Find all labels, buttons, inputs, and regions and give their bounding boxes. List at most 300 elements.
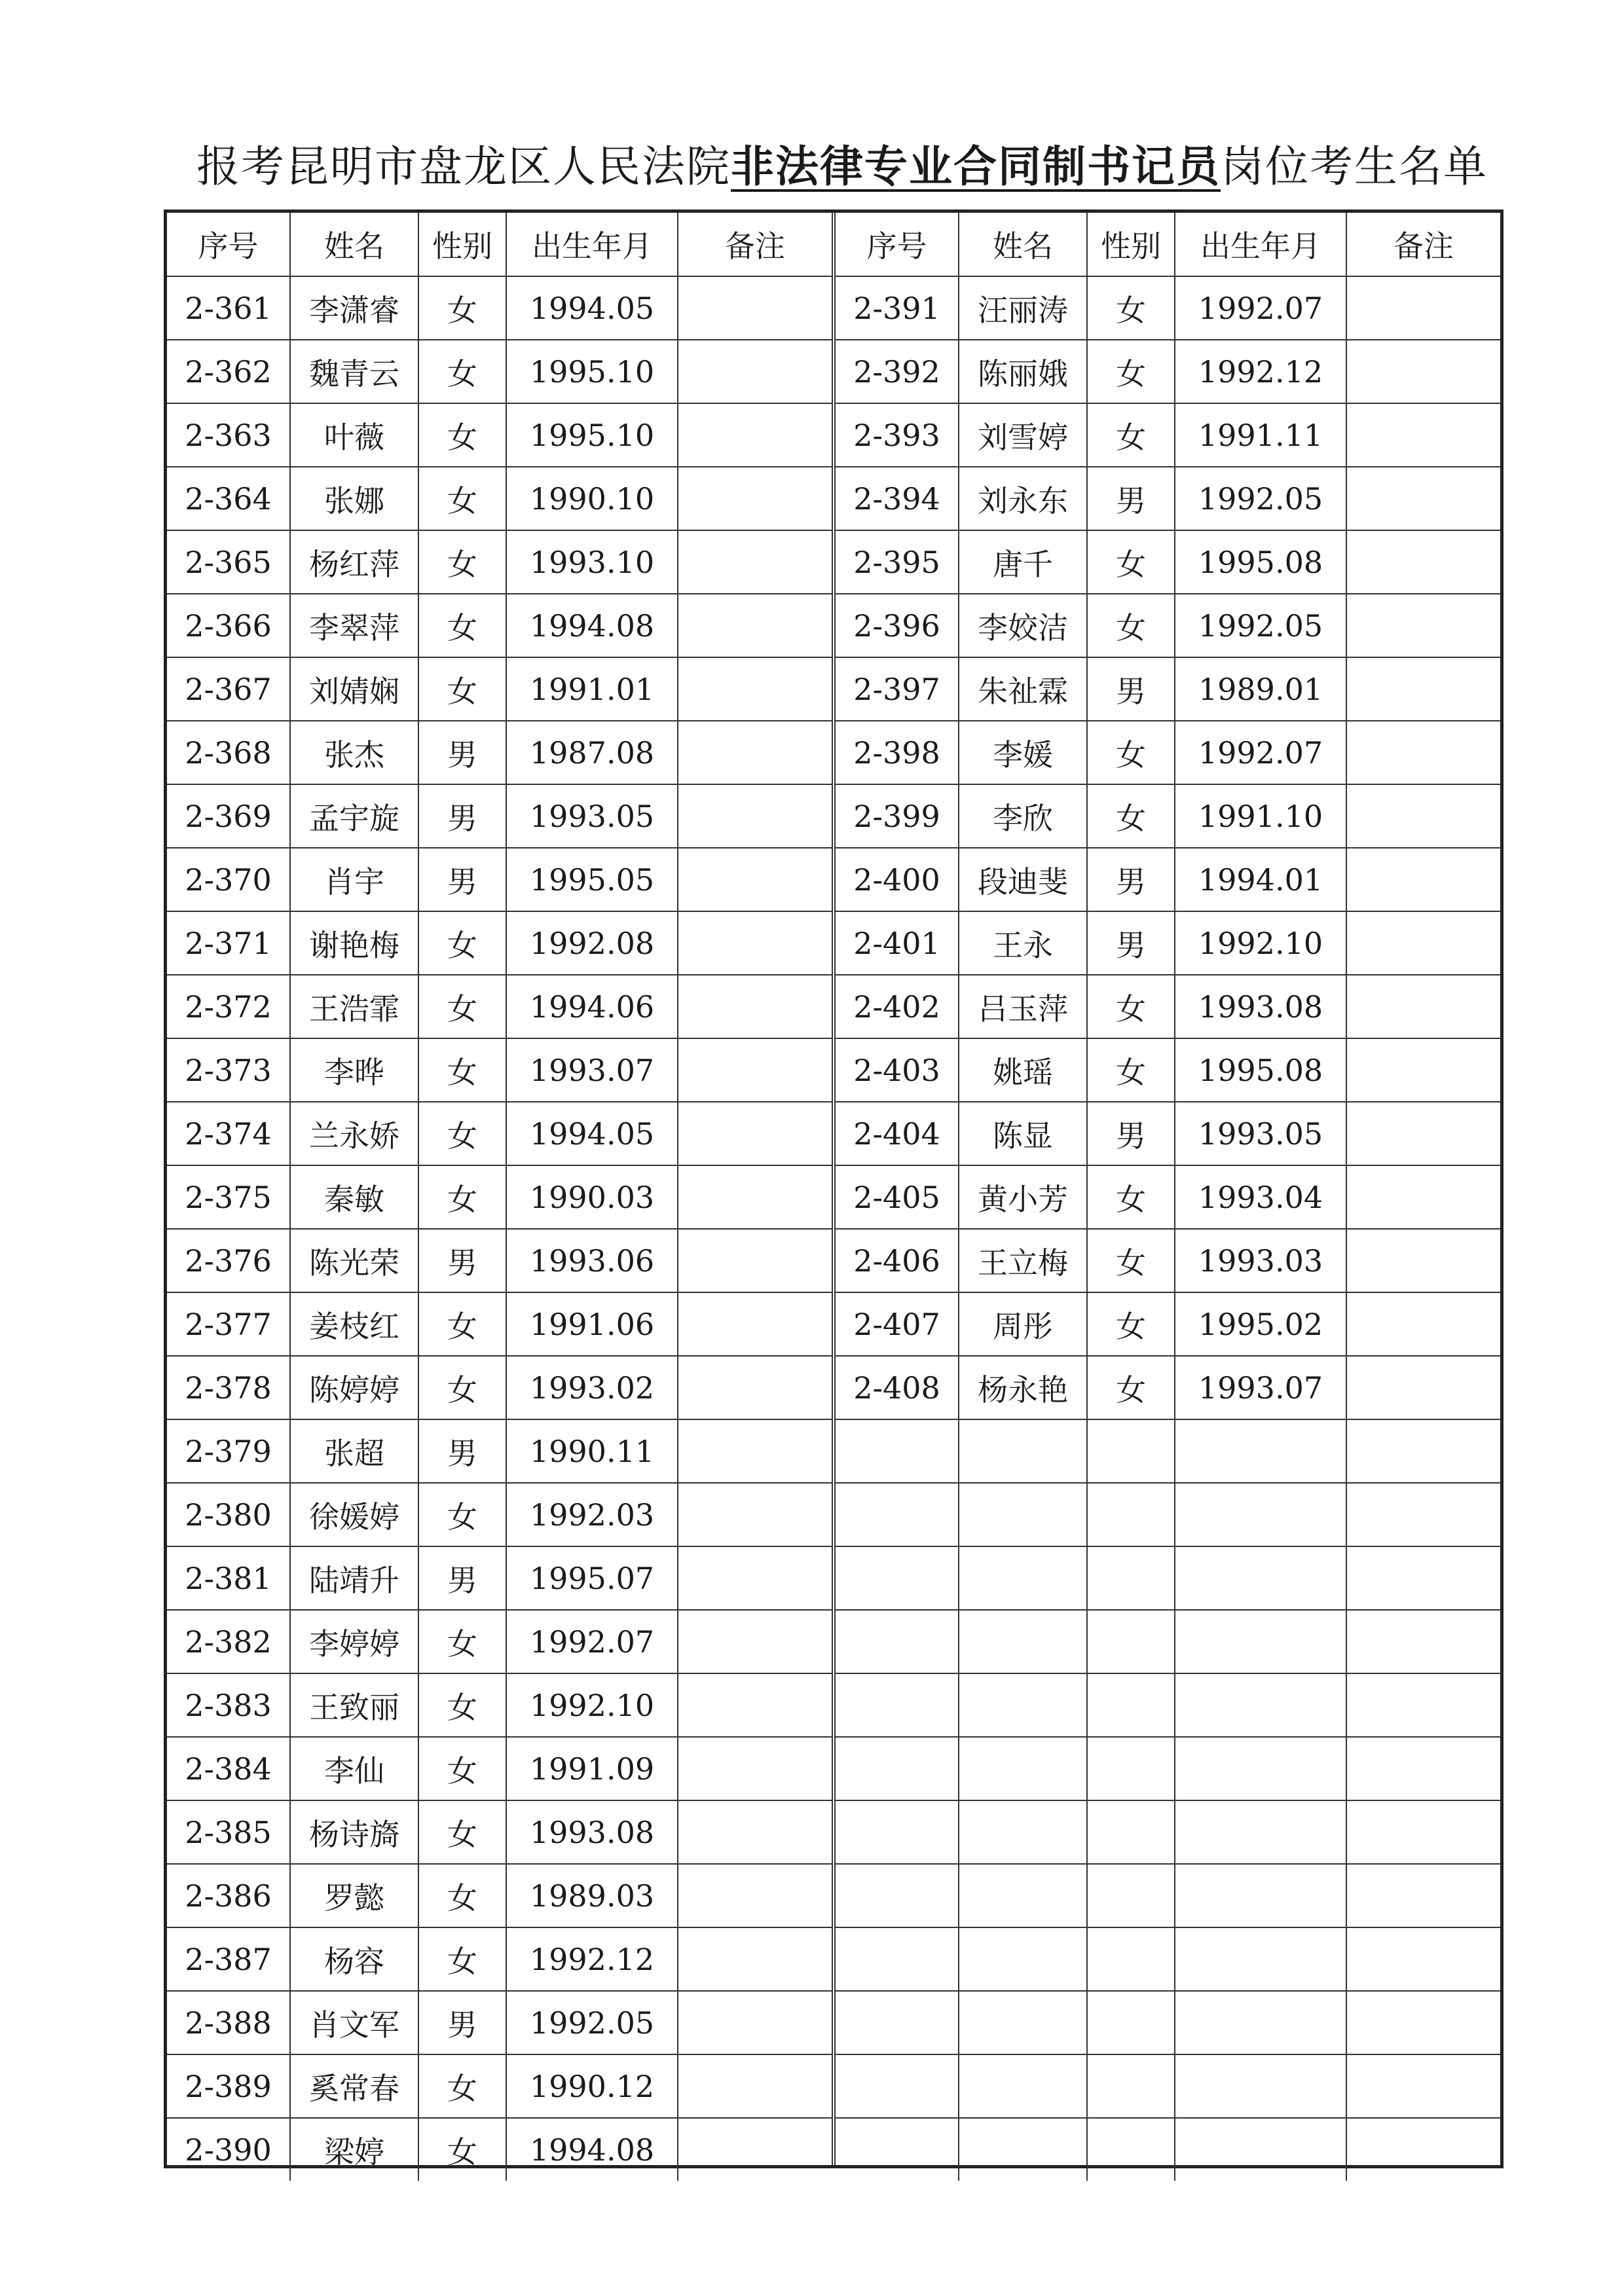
table-row (167, 848, 832, 911)
cell-no: 2-385 (167, 1800, 290, 1864)
cell-birth: 1995.10 (506, 340, 678, 403)
cell-remark (678, 911, 832, 975)
cell-remark (1346, 721, 1500, 784)
cell-birth: 1990.03 (506, 1165, 678, 1229)
header-birth: 出生年月 (506, 213, 678, 276)
header-remark: 备注 (678, 213, 832, 276)
cell-birth: 1991.01 (506, 657, 678, 721)
cell-remark (1346, 911, 1500, 975)
cell-birth: 1992.10 (506, 1673, 678, 1737)
table-row (167, 1038, 832, 1102)
cell-remark (1346, 467, 1500, 530)
cell-birth: 1992.05 (1175, 594, 1346, 657)
header-name: 姓名 (290, 213, 418, 276)
header-remark: 备注 (1346, 213, 1500, 276)
left-table-body (167, 276, 832, 2181)
cell-birth: 1993.08 (1175, 975, 1346, 1038)
cell-sex: 女 (418, 1864, 506, 1927)
cell-sex: 男 (1087, 657, 1175, 721)
table-row (836, 403, 1500, 467)
cell-no: 2-400 (836, 848, 959, 911)
cell-no: 2-391 (836, 276, 959, 340)
cell-birth: 1991.11 (1175, 403, 1346, 467)
cell-sex: 女 (418, 530, 506, 594)
table-row (836, 467, 1500, 530)
table-row (836, 1356, 1500, 1419)
cell-remark (1346, 1673, 1500, 1737)
cell-remark (678, 1229, 832, 1292)
header-row (836, 213, 1500, 276)
table-row (167, 276, 832, 340)
cell-no: 2-370 (167, 848, 290, 911)
table-row (836, 1102, 1500, 1165)
cell-sex: 女 (418, 1737, 506, 1800)
cell-sex: 女 (1087, 276, 1175, 340)
cell-sex: 男 (1087, 1102, 1175, 1165)
cell-birth: 1995.10 (506, 403, 678, 467)
cell-no: 2-398 (836, 721, 959, 784)
cell-name: 唐千 (959, 530, 1087, 594)
cell-name: 陈显 (959, 1102, 1087, 1165)
cell-remark (678, 1483, 832, 1546)
cell-name: 李媛 (959, 721, 1087, 784)
cell-name: 肖宇 (290, 848, 418, 911)
cell-sex: 女 (418, 2118, 506, 2181)
title-suffix: 岗位考生名单 (1221, 141, 1488, 192)
table-row (836, 340, 1500, 403)
cell-remark (678, 2054, 832, 2118)
cell-no: 2-374 (167, 1102, 290, 1165)
cell-name: 谢艳梅 (290, 911, 418, 975)
cell-birth: 1991.06 (506, 1292, 678, 1356)
cell-remark (678, 657, 832, 721)
left-table (167, 213, 832, 2181)
cell-birth: 1995.08 (1175, 1038, 1346, 1102)
cell-birth: 1991.10 (1175, 784, 1346, 848)
table-row (836, 1229, 1500, 1292)
cell-sex (1087, 2054, 1175, 2118)
cell-sex (1087, 1927, 1175, 1991)
table-row (167, 1737, 832, 1800)
cell-remark (678, 1800, 832, 1864)
cell-sex: 女 (418, 1673, 506, 1737)
cell-no: 2-406 (836, 1229, 959, 1292)
cell-name (959, 2118, 1087, 2181)
cell-sex: 男 (418, 1991, 506, 2054)
cell-name: 陈光荣 (290, 1229, 418, 1292)
table-row (167, 1800, 832, 1864)
cell-no: 2-392 (836, 340, 959, 403)
header-sex: 性别 (1087, 213, 1175, 276)
cell-remark (678, 594, 832, 657)
cell-birth: 1993.05 (1175, 1102, 1346, 1165)
cell-name: 肖文军 (290, 1991, 418, 2054)
cell-sex: 女 (418, 1292, 506, 1356)
cell-remark (1346, 1165, 1500, 1229)
cell-remark (678, 1165, 832, 1229)
cell-remark (1346, 1800, 1500, 1864)
table-row (167, 340, 832, 403)
table-row (836, 530, 1500, 594)
cell-sex: 男 (1087, 467, 1175, 530)
table-row (167, 911, 832, 975)
table-row (167, 1927, 832, 1991)
cell-no: 2-384 (167, 1737, 290, 1800)
cell-sex (1087, 1673, 1175, 1737)
cell-remark (1346, 594, 1500, 657)
table-row (167, 975, 832, 1038)
cell-sex: 女 (1087, 784, 1175, 848)
table-row (836, 276, 1500, 340)
cell-name: 魏青云 (290, 340, 418, 403)
cell-birth: 1990.10 (506, 467, 678, 530)
cell-birth: 1992.08 (506, 911, 678, 975)
cell-no: 2-376 (167, 1229, 290, 1292)
cell-birth (1175, 1864, 1346, 1927)
cell-remark (1346, 1038, 1500, 1102)
cell-no: 2-371 (167, 911, 290, 975)
cell-sex (1087, 1483, 1175, 1546)
cell-sex (1087, 1610, 1175, 1673)
cell-no (836, 1927, 959, 1991)
cell-no: 2-379 (167, 1419, 290, 1483)
cell-remark (678, 784, 832, 848)
table-row (836, 911, 1500, 975)
cell-remark (1346, 1991, 1500, 2054)
table-row (836, 784, 1500, 848)
cell-birth: 1993.07 (506, 1038, 678, 1102)
header-no: 序号 (167, 213, 290, 276)
cell-no: 2-401 (836, 911, 959, 975)
cell-sex: 女 (1087, 530, 1175, 594)
cell-birth: 1995.08 (1175, 530, 1346, 594)
cell-name: 王永 (959, 911, 1087, 975)
cell-no: 2-386 (167, 1864, 290, 1927)
cell-birth: 1990.12 (506, 2054, 678, 2118)
cell-no: 2-378 (167, 1356, 290, 1419)
cell-no: 2-375 (167, 1165, 290, 1229)
table-row (836, 594, 1500, 657)
cell-remark (678, 1546, 832, 1610)
cell-name: 王浩霏 (290, 975, 418, 1038)
header-name: 姓名 (959, 213, 1087, 276)
cell-no: 2-373 (167, 1038, 290, 1102)
cell-name (959, 1483, 1087, 1546)
cell-no: 2-404 (836, 1102, 959, 1165)
cell-sex: 女 (418, 1610, 506, 1673)
cell-name: 刘永东 (959, 467, 1087, 530)
cell-sex: 女 (418, 594, 506, 657)
cell-sex: 男 (1087, 911, 1175, 975)
cell-name: 罗懿 (290, 1864, 418, 1927)
cell-name (959, 2054, 1087, 2118)
table-row (836, 2118, 1500, 2181)
table-row (167, 1229, 832, 1292)
cell-remark (1346, 1102, 1500, 1165)
cell-name: 梁婷 (290, 2118, 418, 2181)
candidate-list-table (164, 210, 1504, 2168)
cell-no (836, 2118, 959, 2181)
cell-name (959, 1800, 1087, 1864)
cell-no: 2-407 (836, 1292, 959, 1356)
cell-sex: 男 (1087, 848, 1175, 911)
cell-birth: 1991.09 (506, 1737, 678, 1800)
cell-name (959, 1546, 1087, 1610)
cell-no: 2-394 (836, 467, 959, 530)
cell-sex: 女 (418, 403, 506, 467)
cell-remark (1346, 1292, 1500, 1356)
title-position: 非法律专业合同制书记员 (731, 141, 1221, 192)
cell-name: 杨容 (290, 1927, 418, 1991)
cell-sex: 女 (418, 1165, 506, 1229)
cell-remark (678, 1292, 832, 1356)
cell-no: 2-368 (167, 721, 290, 784)
cell-remark (678, 1102, 832, 1165)
cell-remark (678, 1864, 832, 1927)
cell-birth: 1992.12 (506, 1927, 678, 1991)
table-row (836, 1038, 1500, 1102)
cell-remark (1346, 530, 1500, 594)
cell-birth: 1989.01 (1175, 657, 1346, 721)
table-row (836, 1483, 1500, 1546)
cell-no (836, 2054, 959, 2118)
cell-birth (1175, 1546, 1346, 1610)
cell-birth: 1994.01 (1175, 848, 1346, 911)
cell-birth: 1994.08 (506, 2118, 678, 2181)
cell-remark (1346, 1229, 1500, 1292)
cell-no: 2-381 (167, 1546, 290, 1610)
cell-birth: 1994.05 (506, 1102, 678, 1165)
cell-remark (678, 2118, 832, 2181)
cell-remark (678, 721, 832, 784)
cell-birth (1175, 1927, 1346, 1991)
cell-name: 杨诗旖 (290, 1800, 418, 1864)
cell-sex: 女 (1087, 403, 1175, 467)
cell-birth: 1992.07 (506, 1610, 678, 1673)
cell-name: 吕玉萍 (959, 975, 1087, 1038)
cell-name: 徐媛婷 (290, 1483, 418, 1546)
cell-birth: 1992.07 (1175, 721, 1346, 784)
cell-name: 秦敏 (290, 1165, 418, 1229)
cell-birth: 1993.04 (1175, 1165, 1346, 1229)
cell-remark (678, 1991, 832, 2054)
table-row (167, 1673, 832, 1737)
cell-remark (1346, 2054, 1500, 2118)
cell-name: 李欣 (959, 784, 1087, 848)
cell-sex (1087, 1864, 1175, 1927)
header-birth: 出生年月 (1175, 213, 1346, 276)
cell-name: 陆靖升 (290, 1546, 418, 1610)
title-prefix: 报考昆明市盘龙区人民法院 (196, 141, 731, 192)
table-row (836, 1610, 1500, 1673)
table-row (836, 1800, 1500, 1864)
cell-birth: 1993.02 (506, 1356, 678, 1419)
table-row (836, 975, 1500, 1038)
cell-sex: 女 (418, 467, 506, 530)
cell-name (959, 1864, 1087, 1927)
cell-birth (1175, 2054, 1346, 2118)
cell-no: 2-372 (167, 975, 290, 1038)
table-row (167, 2054, 832, 2118)
cell-sex: 女 (418, 340, 506, 403)
cell-sex: 女 (1087, 594, 1175, 657)
table-row (836, 1864, 1500, 1927)
cell-sex: 女 (1087, 1356, 1175, 1419)
cell-birth: 1990.11 (506, 1419, 678, 1483)
cell-birth (1175, 1673, 1346, 1737)
cell-no (836, 1419, 959, 1483)
cell-birth: 1993.05 (506, 784, 678, 848)
cell-sex: 女 (1087, 975, 1175, 1038)
cell-no (836, 1800, 959, 1864)
cell-birth: 1993.06 (506, 1229, 678, 1292)
cell-remark (1346, 2118, 1500, 2181)
cell-no: 2-403 (836, 1038, 959, 1102)
cell-name: 张超 (290, 1419, 418, 1483)
cell-sex: 男 (418, 848, 506, 911)
cell-no: 2-387 (167, 1927, 290, 1991)
cell-sex: 女 (418, 911, 506, 975)
table-row (836, 1673, 1500, 1737)
cell-no: 2-369 (167, 784, 290, 848)
cell-birth (1175, 1483, 1346, 1546)
cell-sex: 女 (418, 975, 506, 1038)
table-row (167, 594, 832, 657)
cell-birth (1175, 1800, 1346, 1864)
cell-birth: 1994.08 (506, 594, 678, 657)
table-row (836, 1165, 1500, 1229)
cell-sex (1087, 2118, 1175, 2181)
cell-name (959, 1673, 1087, 1737)
cell-birth: 1992.05 (506, 1991, 678, 2054)
cell-sex: 女 (1087, 1292, 1175, 1356)
cell-name: 刘雪婷 (959, 403, 1087, 467)
table-row (167, 784, 832, 848)
page-title (196, 131, 1506, 203)
cell-sex: 女 (418, 1927, 506, 1991)
cell-name: 王致丽 (290, 1673, 418, 1737)
cell-name: 奚常春 (290, 2054, 418, 2118)
cell-name (959, 1927, 1087, 1991)
cell-name: 陈婷婷 (290, 1356, 418, 1419)
cell-name (959, 1419, 1087, 1483)
cell-no (836, 1737, 959, 1800)
cell-birth (1175, 1991, 1346, 2054)
cell-name: 杨永艳 (959, 1356, 1087, 1419)
cell-no: 2-363 (167, 403, 290, 467)
cell-no (836, 1673, 959, 1737)
cell-no: 2-399 (836, 784, 959, 848)
cell-remark (1346, 403, 1500, 467)
cell-name: 姚瑶 (959, 1038, 1087, 1102)
cell-no: 2-362 (167, 340, 290, 403)
cell-no: 2-393 (836, 403, 959, 467)
table-row (836, 1927, 1500, 1991)
cell-no: 2-397 (836, 657, 959, 721)
cell-name: 李翠萍 (290, 594, 418, 657)
cell-sex: 女 (418, 1102, 506, 1165)
cell-name (959, 1737, 1087, 1800)
cell-sex (1087, 1991, 1175, 2054)
cell-sex: 男 (418, 784, 506, 848)
cell-no: 2-382 (167, 1610, 290, 1673)
table-row (836, 1991, 1500, 2054)
cell-birth: 1993.03 (1175, 1229, 1346, 1292)
cell-name: 刘婧娴 (290, 657, 418, 721)
cell-no (836, 1546, 959, 1610)
cell-remark (1346, 1927, 1500, 1991)
cell-sex: 男 (418, 1229, 506, 1292)
cell-no: 2-389 (167, 2054, 290, 2118)
table-row (836, 721, 1500, 784)
cell-no: 2-367 (167, 657, 290, 721)
cell-remark (678, 1737, 832, 1800)
cell-no: 2-396 (836, 594, 959, 657)
cell-sex: 女 (418, 276, 506, 340)
table-row (167, 657, 832, 721)
cell-sex: 男 (418, 1419, 506, 1483)
cell-no: 2-361 (167, 276, 290, 340)
cell-name: 朱祉霖 (959, 657, 1087, 721)
table-row (836, 1737, 1500, 1800)
cell-sex: 男 (418, 721, 506, 784)
cell-sex (1087, 1546, 1175, 1610)
cell-sex: 女 (418, 1356, 506, 1419)
cell-remark (1346, 340, 1500, 403)
table-row (836, 1292, 1500, 1356)
table-row (836, 2054, 1500, 2118)
cell-birth: 1993.10 (506, 530, 678, 594)
cell-no: 2-366 (167, 594, 290, 657)
cell-no (836, 1610, 959, 1673)
table-row (167, 1483, 832, 1546)
cell-birth: 1992.07 (1175, 276, 1346, 340)
table-row (167, 1991, 832, 2054)
cell-no: 2-365 (167, 530, 290, 594)
cell-name: 李婷婷 (290, 1610, 418, 1673)
cell-birth: 1995.07 (506, 1546, 678, 1610)
cell-name: 姜枝红 (290, 1292, 418, 1356)
table-row (167, 1292, 832, 1356)
cell-name: 周彤 (959, 1292, 1087, 1356)
cell-birth: 1992.12 (1175, 340, 1346, 403)
cell-name: 孟宇旋 (290, 784, 418, 848)
cell-birth: 1989.03 (506, 1864, 678, 1927)
cell-remark (1346, 1356, 1500, 1419)
table-row (167, 1546, 832, 1610)
cell-birth: 1992.05 (1175, 467, 1346, 530)
right-table-body (836, 276, 1500, 2181)
cell-sex: 女 (418, 2054, 506, 2118)
cell-no: 2-405 (836, 1165, 959, 1229)
cell-remark (1346, 1737, 1500, 1800)
cell-no (836, 1864, 959, 1927)
cell-birth (1175, 1610, 1346, 1673)
cell-birth: 1993.07 (1175, 1356, 1346, 1419)
cell-birth: 1992.10 (1175, 911, 1346, 975)
cell-sex (1087, 1737, 1175, 1800)
left-table-half (167, 213, 836, 2170)
cell-remark (678, 975, 832, 1038)
cell-name (959, 1610, 1087, 1673)
right-table (836, 213, 1500, 2181)
cell-remark (1346, 1546, 1500, 1610)
cell-remark (1346, 784, 1500, 848)
cell-sex: 女 (418, 1038, 506, 1102)
cell-remark (1346, 1419, 1500, 1483)
cell-sex: 女 (1087, 340, 1175, 403)
cell-birth: 1987.08 (506, 721, 678, 784)
